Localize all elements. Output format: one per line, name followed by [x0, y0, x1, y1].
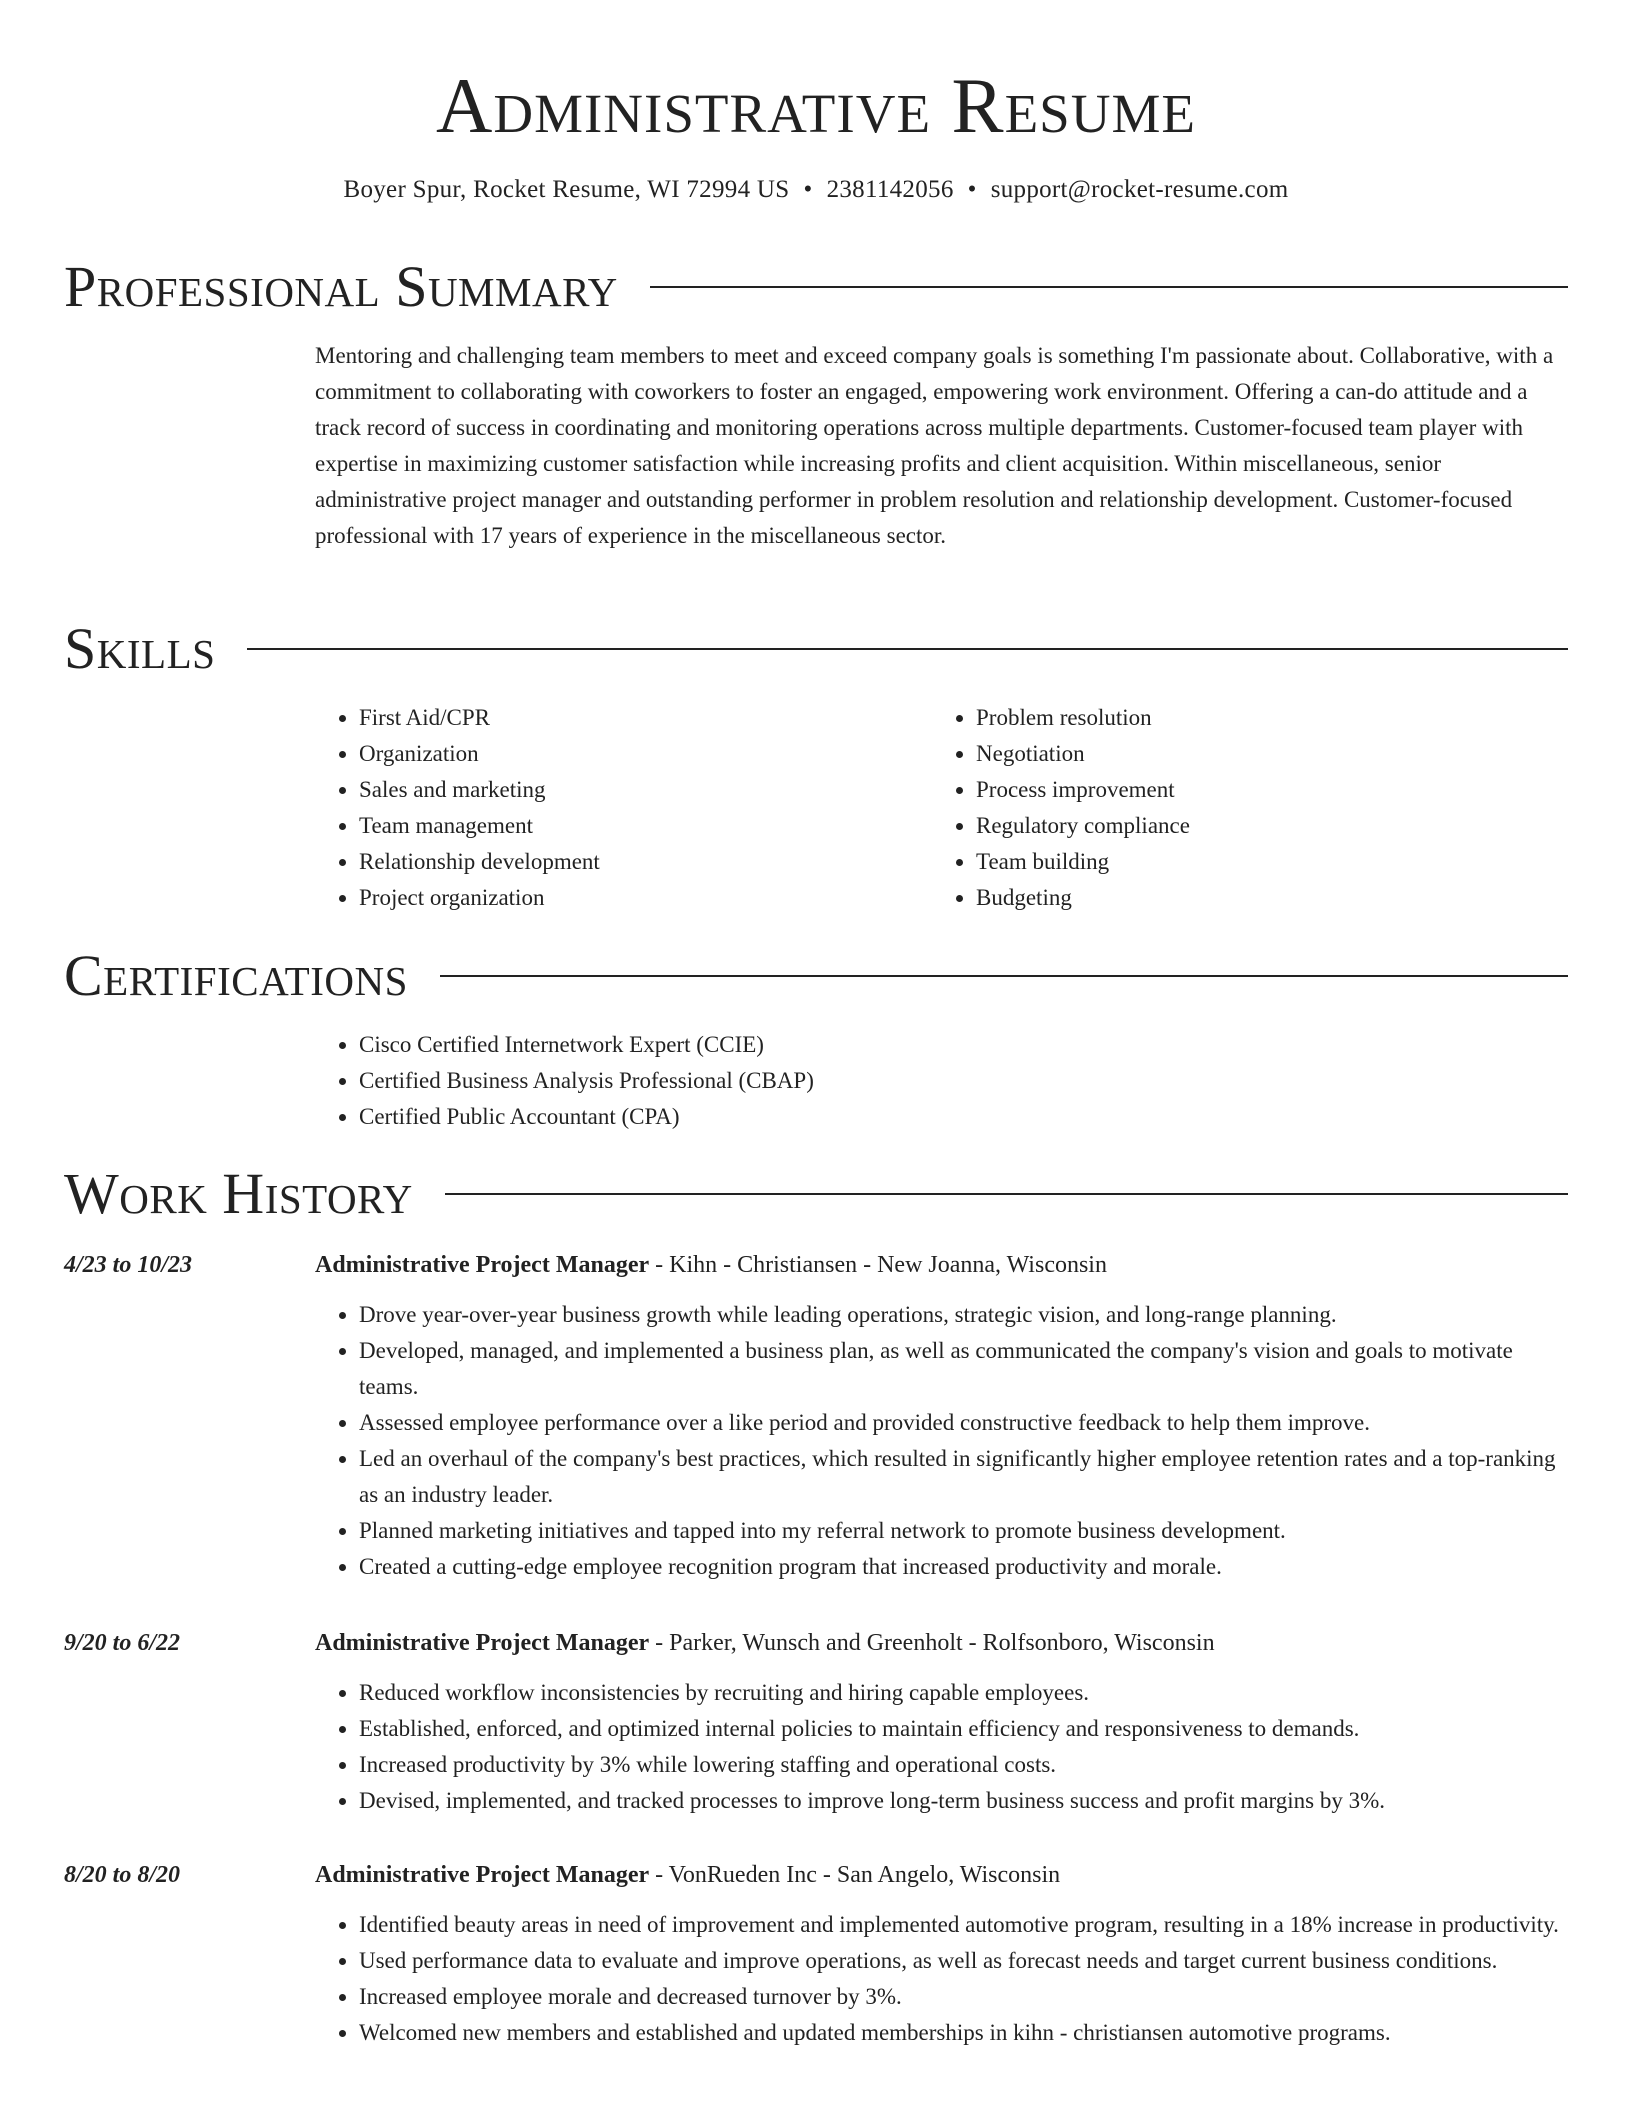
job-dates: 4/23 to 10/23 [64, 1252, 193, 1278]
certifications-section-header [64, 941, 1568, 1011]
section-divider [650, 286, 1568, 288]
certification-item: • Certified Business Analysis Professional (CBAP) [359, 1063, 814, 1099]
summary-heading: Professional Summary [64, 254, 618, 319]
skills-heading: Skills [64, 616, 216, 681]
contact-phone: 2381142056 [826, 176, 954, 203]
duty-item: • Increased employee morale and decreased turnover by 3%. [359, 1979, 1568, 2015]
duty-item: • Developed, managed, and implemented a business plan, as well as communicated the company's vision and goals to motivate teams. [359, 1333, 1568, 1405]
section-divider [440, 975, 1568, 977]
duty-item: • Established, enforced, and optimized internal policies to maintain efficiency and responsiveness to demands. [359, 1711, 1568, 1747]
job-title-line [315, 1857, 1568, 1893]
certifications-list [315, 1027, 814, 1135]
skill-item: • Regulatory compliance [976, 808, 1190, 844]
job-dates: 8/20 to 8/20 [64, 1862, 181, 1888]
section-divider [445, 1193, 1568, 1195]
duty-item: • Devised, implemented, and tracked processes to improve long-term business success and profit margins by 3%. [359, 1783, 1568, 1819]
duty-item: • Identified beauty areas in need of improvement and implemented automotive program, resulting in a 18% increase in productivity. [359, 1907, 1568, 1943]
certification-item: • Cisco Certified Internetwork Expert (CCIE) [359, 1027, 814, 1063]
job-duties [315, 1907, 1568, 2051]
job-duties [315, 1297, 1568, 1585]
skill-item: • Team management [359, 808, 600, 844]
job-title: Administrative Project Manager [315, 1862, 650, 1888]
work-history-section-header [64, 1159, 1568, 1229]
skill-item: • Budgeting [976, 880, 1190, 916]
duty-item: • Led an overhaul of the company's best practices, which resulted in significantly higher employee retention rates and a top-ranking as an industry leader. [359, 1441, 1568, 1513]
job-employer: - Kihn - Christiansen - New Joanna, Wisconsin [649, 1252, 1107, 1278]
duty-item: • Drove year-over-year business growth while leading operations, strategic vision, and long-range planning. [359, 1297, 1568, 1333]
resume-title: Administrative Resume [436, 62, 1196, 149]
duty-item: • Increased productivity by 3% while lowering staffing and operational costs. [359, 1747, 1568, 1783]
skill-item: • Sales and marketing [359, 772, 600, 808]
contact-line [0, 172, 1632, 208]
certification-item: • Certified Public Accountant (CPA) [359, 1099, 814, 1135]
job-title: Administrative Project Manager [315, 1252, 650, 1278]
skill-item: • Team building [976, 844, 1190, 880]
job-employer: - Parker, Wunsch and Greenholt - Rolfsonboro, Wisconsin [649, 1630, 1215, 1656]
contact-separator: • [967, 176, 977, 203]
section-divider [247, 648, 1568, 650]
skill-item: • Project organization [359, 880, 600, 916]
duty-item: • Assessed employee performance over a like period and provided constructive feedback to help them improve. [359, 1405, 1568, 1441]
skill-item: • Negotiation [976, 736, 1190, 772]
summary-text: Mentoring and challenging team members to meet and exceed company goals is something I'm passionate about. Collaborative, with a commitment to collaborating with coworkers to foster an engaged, empowering work environment. Offering a can-do attitude and a track record of success in coordinating and monitoring operations across multiple departments. Customer-focused team player with expertise in maximizing customer satisfaction while increasing profits and client acquisition. Within miscellaneous, senior administrative project manager and outstanding performer in problem resolution and relationship development. Customer-focused professional with 17 years of experience in the miscellaneous sector. [315, 343, 1554, 548]
skill-item: • Problem resolution [976, 700, 1190, 736]
skill-item: • Relationship development [359, 844, 600, 880]
job-title: Administrative Project Manager [315, 1630, 650, 1656]
certifications-heading: Certifications [64, 943, 408, 1008]
job-duties [315, 1675, 1568, 1819]
skills-right-column [932, 700, 1190, 916]
duty-item: • Created a cutting-edge employee recognition program that increased productivity and morale. [359, 1549, 1568, 1585]
summary-section-header [64, 252, 1568, 322]
duty-item: • Reduced workflow inconsistencies by recruiting and hiring capable employees. [359, 1675, 1568, 1711]
contact-separator: • [803, 176, 813, 203]
contact-email: support@rocket-resume.com [990, 176, 1289, 203]
skills-section-header [64, 614, 1568, 684]
job-title-line [315, 1625, 1568, 1661]
duty-item: • Planned marketing initiatives and tapped into my referral network to promote business development. [359, 1513, 1568, 1549]
job-title-line [315, 1247, 1568, 1283]
job-dates: 9/20 to 6/22 [64, 1630, 181, 1656]
work-history-heading: Work History [64, 1161, 413, 1226]
contact-address: Boyer Spur, Rocket Resume, WI 72994 US [343, 176, 790, 203]
skill-item: • Process improvement [976, 772, 1190, 808]
job-employer: - VonRueden Inc - San Angelo, Wisconsin [649, 1862, 1061, 1888]
skill-item: • First Aid/CPR [359, 700, 600, 736]
duty-item: • Used performance data to evaluate and improve operations, as well as forecast needs and target current business conditions. [359, 1943, 1568, 1979]
skills-left-column [315, 700, 600, 916]
skill-item: • Organization [359, 736, 600, 772]
duty-item: • Welcomed new members and established and updated memberships in kihn - christiansen automotive programs. [359, 2015, 1568, 2051]
